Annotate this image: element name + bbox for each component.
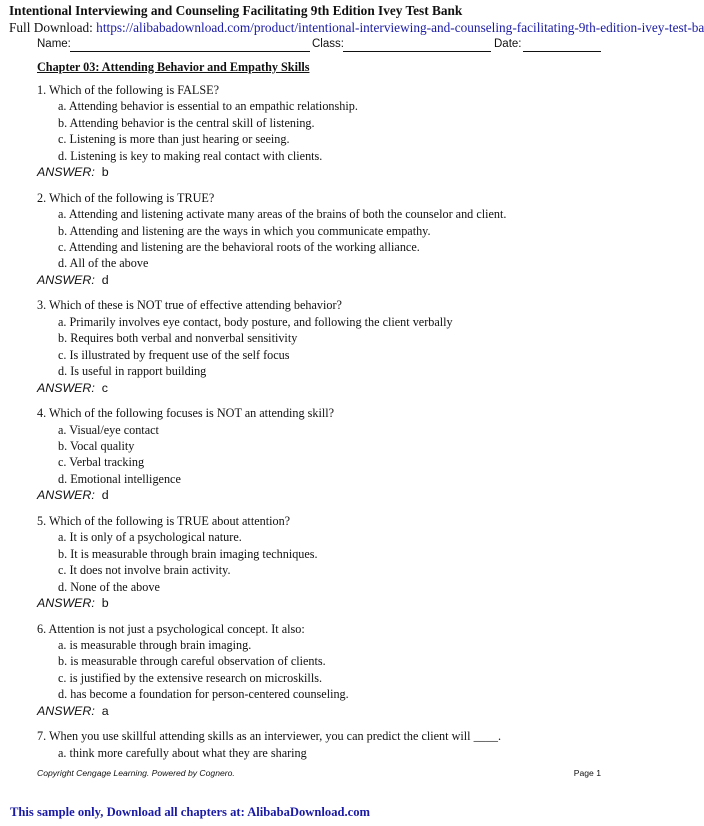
- answer-option: a. is measurable through brain imaging.: [58, 638, 252, 653]
- answer-option: c. is justified by the extensive research on microskills.: [58, 670, 322, 685]
- answer-option: d. None of the above: [58, 579, 160, 594]
- answer-option: a. think more carefully about what they are sharing: [58, 745, 307, 760]
- answer-line: [37, 487, 632, 503]
- question-4: [37, 405, 632, 503]
- answer-option: d. Is useful in rapport building: [58, 364, 207, 379]
- question-text: 3. Which of these is NOT true of effective attending behavior?: [37, 298, 342, 313]
- class-label: Class:: [312, 38, 344, 50]
- answer-option: a. It is only of a psychological nature.: [58, 530, 242, 545]
- question-text: 4. Which of the following focuses is NOT an attending skill?: [37, 406, 335, 421]
- option-list: [37, 745, 632, 761]
- name-class-date-bar: [37, 38, 637, 54]
- answer-value: d: [101, 272, 109, 287]
- question-5: [37, 513, 632, 611]
- answer-option: a. Attending behavior is essential to an empathic relationship.: [58, 99, 358, 114]
- answer-value: a: [101, 703, 109, 718]
- answer-option: b. is measurable through careful observation of clients.: [58, 654, 326, 669]
- question-text: 6. Attention is not just a psychological concept. It also:: [37, 621, 305, 636]
- answer-line: [37, 380, 632, 396]
- answer-option: d. Listening is key to making real contact with clients.: [58, 148, 323, 163]
- answer-option: a. Primarily involves eye contact, body posture, and following the client verbally: [58, 314, 453, 329]
- question-6: [37, 621, 632, 719]
- answer-value: b: [101, 165, 109, 180]
- answer-option: b. It is measurable through brain imaging techniques.: [58, 546, 318, 561]
- answer-option: b. Requires both verbal and nonverbal sensitivity: [58, 331, 298, 346]
- class-field-line[interactable]: [343, 51, 491, 52]
- answer-label: ANSWER:: [37, 488, 95, 503]
- question-2: [37, 190, 632, 288]
- page-number: Page 1: [573, 768, 601, 778]
- answer-option: d. Emotional intelligence: [58, 471, 181, 486]
- date-field-line[interactable]: [523, 51, 601, 52]
- sample-notice: This sample only, Download all chapters at: AlibabaDownload.com: [10, 805, 371, 819]
- answer-label: ANSWER:: [37, 703, 95, 718]
- answer-value: d: [101, 488, 109, 503]
- download-link[interactable]: https://alibabadownload.com/product/intentional-interviewing-and-counseling-facilitating-9th-edition-ivey-test-ba: [96, 20, 704, 35]
- answer-value: b: [101, 595, 109, 610]
- download-line: [9, 20, 704, 36]
- answer-option: b. Attending behavior is the central skill of listening.: [58, 115, 315, 130]
- answer-line: [37, 595, 632, 611]
- option-list: [37, 206, 632, 272]
- answer-option: c. Verbal tracking: [58, 455, 145, 470]
- answer-option: c. It does not involve brain activity.: [58, 563, 231, 578]
- download-prefix: Full Download:: [9, 20, 97, 35]
- document-title: Intentional Interviewing and Counseling Facilitating 9th Edition Ivey Test Bank: [9, 3, 463, 18]
- option-list: [37, 422, 632, 488]
- answer-option: a. Visual/eye contact: [58, 422, 159, 437]
- answer-option: d. has become a foundation for person-centered counseling.: [58, 687, 349, 702]
- answer-option: c. Attending and listening are the behavioral roots of the working alliance.: [58, 239, 420, 254]
- question-3: [37, 297, 632, 395]
- question-text: 7. When you use skillful attending skills as an interviewer, you can predict the client will ____.: [37, 729, 501, 744]
- name-field-line[interactable]: [70, 51, 310, 52]
- option-list: [37, 529, 632, 595]
- answer-option: c. Is illustrated by frequent use of the self focus: [58, 347, 290, 362]
- page-footer: [37, 768, 601, 782]
- answer-line: [37, 272, 632, 288]
- date-label: Date:: [494, 38, 522, 50]
- answer-value: c: [101, 380, 108, 395]
- answer-option: c. Listening is more than just hearing or seeing.: [58, 132, 290, 147]
- answer-line: [37, 164, 632, 180]
- chapter-title: Chapter 03: Attending Behavior and Empathy Skills: [37, 60, 310, 74]
- answer-option: b. Vocal quality: [58, 439, 135, 454]
- answer-option: d. All of the above: [58, 256, 149, 271]
- answer-line: [37, 703, 632, 719]
- question-text: 5. Which of the following is TRUE about attention?: [37, 513, 291, 528]
- answer-label: ANSWER:: [37, 272, 95, 287]
- name-label: Name:: [37, 38, 71, 50]
- option-list: [37, 314, 632, 380]
- question-text: 1. Which of the following is FALSE?: [37, 83, 220, 97]
- question-list: [37, 82, 632, 771]
- option-list: [37, 98, 632, 164]
- question-1: [37, 82, 632, 180]
- answer-option: b. Attending and listening are the ways in which you communicate empathy.: [58, 223, 431, 238]
- answer-label: ANSWER:: [37, 595, 95, 610]
- copyright-text: Copyright Cengage Learning. Powered by Cognero.: [37, 768, 235, 778]
- answer-label: ANSWER:: [37, 380, 95, 395]
- answer-label: ANSWER:: [37, 165, 95, 180]
- question-7: [37, 728, 632, 761]
- question-text: 2. Which of the following is TRUE?: [37, 190, 215, 205]
- option-list: [37, 637, 632, 703]
- answer-option: a. Attending and listening activate many areas of the brains of both the counselor and client.: [58, 207, 507, 222]
